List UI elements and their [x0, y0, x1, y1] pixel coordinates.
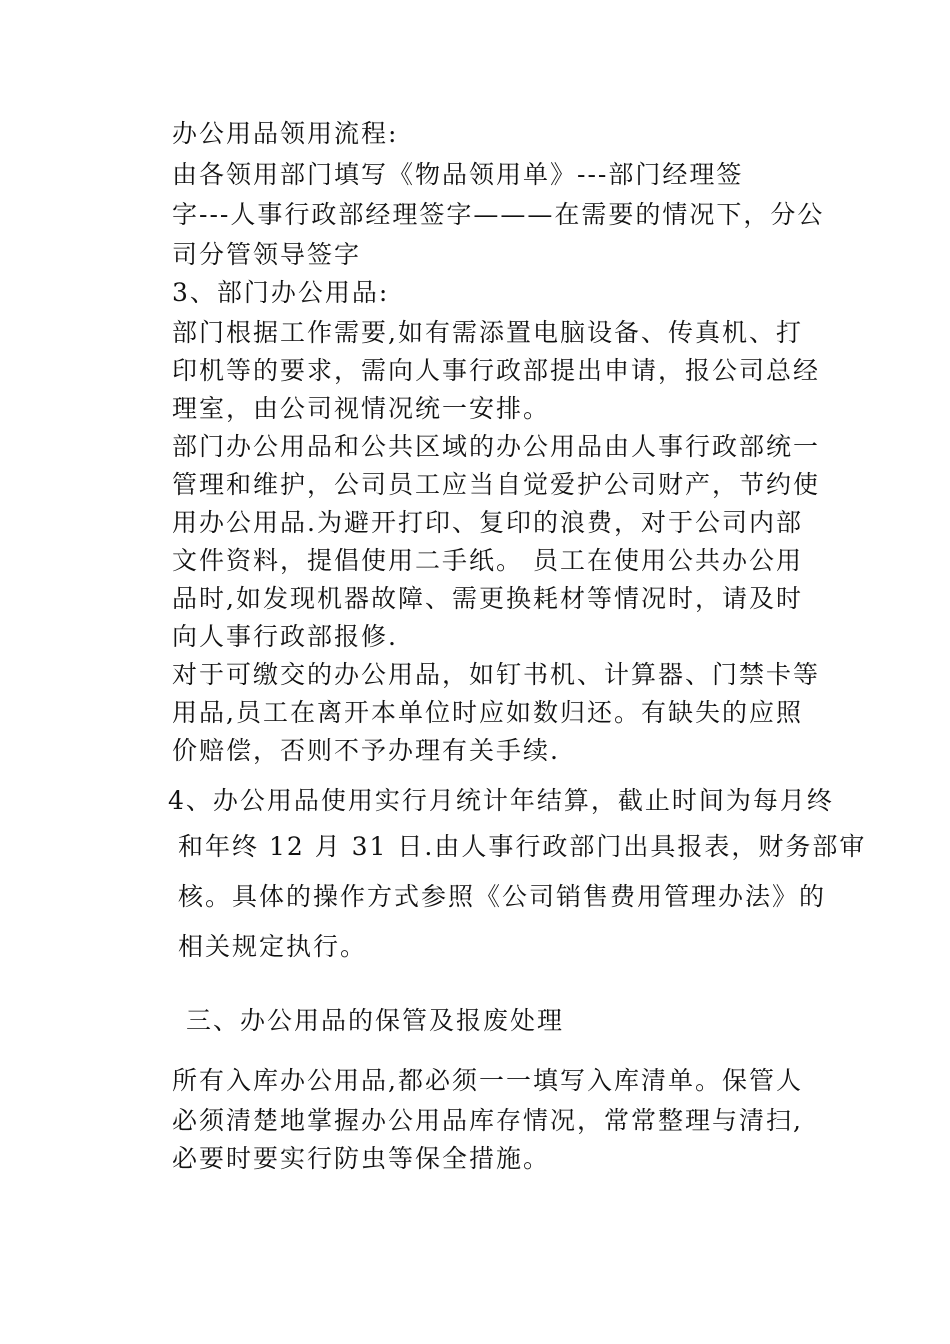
section-heading-4: 4、办公用品使用实行月统计年结算，截止时间为每月终 — [168, 786, 834, 815]
text-line-2: 由各领用部门填写《物品领用单》---部门经理签 — [172, 160, 744, 189]
text-line-7: 印机等的要求，需向人事行政部提出申请，报公司总经 — [172, 356, 821, 385]
text-line-25: 必要时要实行防虫等保全措施。 — [172, 1144, 551, 1173]
text-line-3: 字---人事行政部经理签字———在需要的情况下，分公 — [172, 200, 825, 229]
text-line-10: 管理和维护，公司员工应当自觉爱护公司财产，节约使 — [172, 470, 821, 499]
text-line-24: 必须清楚地掌握办公用品库存情况，常常整理与清扫, — [172, 1106, 803, 1135]
text-line-9: 部门办公用品和公共区域的办公用品由人事行政部统一 — [172, 432, 821, 461]
text-line-14: 向人事行政部报修. — [172, 622, 398, 651]
text-line-4: 司分管领导签字 — [172, 240, 362, 269]
section-heading-3: 3、部门办公用品: — [172, 278, 390, 307]
text-line-11: 用办公用品.为避开打印、复印的浪费，对于公司内部 — [172, 508, 803, 537]
text-line-23: 所有入库办公用品,都必须一一填写入库清单。保管人 — [172, 1066, 803, 1095]
text-line-16: 用品,员工在离开本单位时应如数归还。有缺失的应照 — [172, 698, 803, 727]
text-line-12: 文件资料，提倡使用二手纸。 员工在使用公共办公用 — [172, 546, 803, 575]
text-line-17: 价赔偿，否则不予办理有关手续. — [172, 736, 560, 765]
text-line-21: 相关规定执行。 — [178, 932, 368, 961]
text-line-13: 品时,如发现机器故障、需更换耗材等情况时，请及时 — [172, 584, 803, 613]
text-line-19: 和年终 12 月 31 日.由人事行政部门出具报表，财务部审 — [178, 832, 867, 861]
text-line-15: 对于可缴交的办公用品，如钉书机、计算器、门禁卡等 — [172, 660, 821, 689]
text-line-8: 理室，由公司视情况统一安排。 — [172, 394, 551, 423]
chapter-heading-3: 三、办公用品的保管及报废处理 — [186, 1006, 565, 1035]
text-line-6: 部门根据工作需要,如有需添置电脑设备、传真机、打 — [172, 318, 803, 347]
text-line-1: 办公用品领用流程: — [172, 119, 399, 148]
text-line-20: 核。具体的操作方式参照《公司销售费用管理办法》的 — [178, 882, 827, 911]
